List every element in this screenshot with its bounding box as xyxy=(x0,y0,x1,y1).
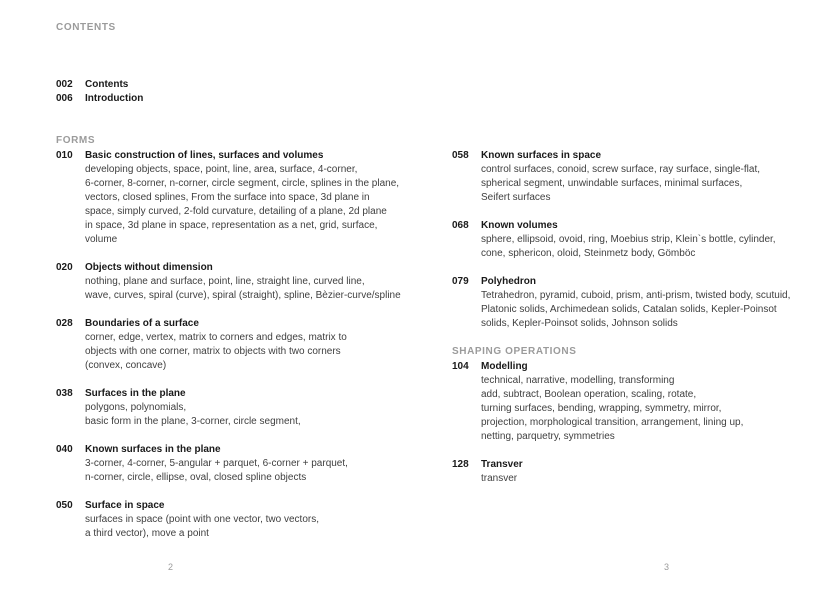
entry-line: solids, Kepler-Poinsot solids, Johnson solids xyxy=(481,318,678,329)
front-matter-row xyxy=(56,78,143,92)
entry-line: in space, 3d plane in space, representation as a net, grid, surface, xyxy=(85,220,378,231)
entry-line: technical, narrative, modelling, transforming xyxy=(481,375,675,386)
entry-number: 038 xyxy=(56,388,73,399)
toc-entry xyxy=(56,317,431,373)
page-title: CONTENTS xyxy=(56,22,116,33)
entry-line: volume xyxy=(85,234,118,245)
entry-number: 050 xyxy=(56,500,73,511)
entry-line: a third vector), move a point xyxy=(85,528,209,539)
section-heading-forms: FORMS xyxy=(56,135,96,146)
toc-entry xyxy=(56,261,431,303)
entry-title: Known surfaces in space xyxy=(481,150,602,161)
entry-title: Introduction xyxy=(85,93,144,104)
front-matter-row xyxy=(56,92,143,106)
entry-number: 040 xyxy=(56,444,73,455)
entry-line: add, subtract, Boolean operation, scaling, rotate, xyxy=(481,389,697,400)
entry-number: 079 xyxy=(452,276,469,287)
entry-line: 6-corner, 8-corner, n-corner, circle segment, circle, splines in the plane, xyxy=(85,178,400,189)
entry-line: vectors, closed splines, From the surface into space, 3d plane in xyxy=(85,192,370,203)
entry-line: nothing, plane and surface, point, line, straight line, curved line, xyxy=(85,276,365,287)
section-heading-shaping-operations: SHAPING OPERATIONS xyxy=(452,346,577,357)
entry-line: wave, curves, spiral (curve), spiral (straight), spline, Bèzier-curve/spline xyxy=(85,290,401,301)
entry-title: Known surfaces in the plane xyxy=(85,444,221,455)
entry-number: 028 xyxy=(56,318,73,329)
entry-line: sphere, ellipsoid, ovoid, ring, Moebius strip, Klein`s bottle, cylinder, xyxy=(481,234,776,245)
entry-number: 104 xyxy=(452,361,469,372)
entry-line: (convex, concave) xyxy=(85,360,167,371)
entry-line: surfaces in space (point with one vector, two vectors, xyxy=(85,514,319,525)
entry-line: spherical segment, unwindable surfaces, minimal surfaces, xyxy=(481,178,743,189)
entry-line: corner, edge, vertex, matrix to corners and edges, matrix to xyxy=(85,332,347,343)
entry-number: 128 xyxy=(452,459,469,470)
toc-entry xyxy=(452,458,832,486)
entry-line: space, simply curved, 2-fold curvature, detailing of a plane, 2d plane xyxy=(85,206,387,217)
entry-number: 020 xyxy=(56,262,73,273)
entry-line: netting, parquetry, symmetries xyxy=(481,431,615,442)
entry-line: polygons, polynomials, xyxy=(85,402,187,413)
toc-entry xyxy=(452,219,832,261)
entry-title: Modelling xyxy=(481,361,528,372)
entry-title: Objects without dimension xyxy=(85,262,213,273)
entry-line: Platonic solids, Archimedean solids, Catalan solids, Kepler-Poinsot xyxy=(481,304,777,315)
toc-column-right xyxy=(452,149,832,500)
entry-line: turning surfaces, bending, wrapping, symmetry, mirror, xyxy=(481,403,722,414)
entry-title: Surfaces in the plane xyxy=(85,388,186,399)
toc-column-left xyxy=(56,134,431,555)
entry-number: 068 xyxy=(452,220,469,231)
entry-line: 3-corner, 4-corner, 5-angular + parquet, 6-corner + parquet, xyxy=(85,458,348,469)
entry-title: Transver xyxy=(481,459,523,470)
entry-number: 058 xyxy=(452,150,469,161)
entry-title: Surface in space xyxy=(85,500,165,511)
entry-title: Basic construction of lines, surfaces and volumes xyxy=(85,150,324,161)
entry-line: n-corner, circle, ellipse, oval, closed spline objects xyxy=(85,472,307,483)
toc-entry xyxy=(452,275,832,331)
entry-line: Seifert surfaces xyxy=(481,192,551,203)
toc-entry xyxy=(56,149,431,247)
page-number-right: 3 xyxy=(664,562,670,572)
toc-entry xyxy=(452,360,832,444)
entry-line: cone, sphericon, oloid, Steinmetz body, Gömböc xyxy=(481,248,696,259)
toc-entry xyxy=(452,149,832,205)
entry-line: objects with one corner, matrix to objects with two corners xyxy=(85,346,341,357)
entry-line: developing objects, space, point, line, area, surface, 4-corner, xyxy=(85,164,358,175)
entry-line: control surfaces, conoid, screw surface, ray surface, single-flat, xyxy=(481,164,761,175)
page-number-left: 2 xyxy=(168,562,174,572)
entry-title: Boundaries of a surface xyxy=(85,318,199,329)
toc-entry xyxy=(56,387,431,429)
front-matter-list xyxy=(56,78,143,106)
entry-title: Polyhedron xyxy=(481,276,537,287)
entry-line: projection, morphological transition, arrangement, lining up, xyxy=(481,417,744,428)
entry-number: 002 xyxy=(56,79,73,90)
toc-entry xyxy=(56,499,431,541)
entry-number: 006 xyxy=(56,93,73,104)
entry-line: basic form in the plane, 3-corner, circle segment, xyxy=(85,416,301,427)
toc-entry xyxy=(56,443,431,485)
entry-line: Tetrahedron, pyramid, cuboid, prism, anti-prism, twisted body, scutuid, xyxy=(481,290,791,301)
entry-line: transver xyxy=(481,473,518,484)
entry-number: 010 xyxy=(56,150,73,161)
entry-title: Known volumes xyxy=(481,220,558,231)
entry-title: Contents xyxy=(85,79,129,90)
